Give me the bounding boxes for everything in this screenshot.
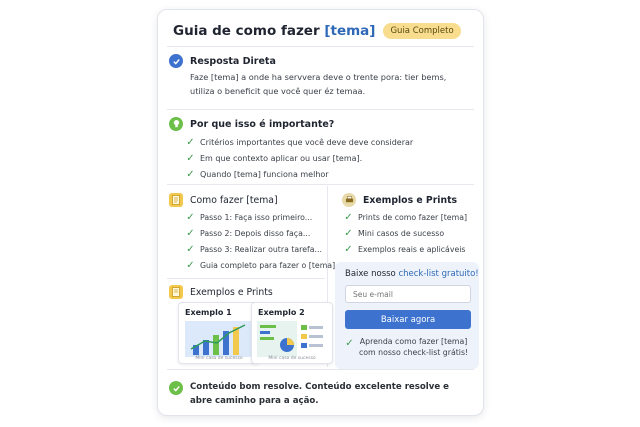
header xyxy=(173,20,630,42)
check-icon: ✓ xyxy=(186,227,195,239)
list-item: ✓ Passo 1: Faça isso primeiro... xyxy=(186,211,313,223)
check-icon: ✓ xyxy=(344,243,353,255)
check-icon: ✓ xyxy=(186,259,195,271)
importante-list xyxy=(186,134,413,182)
check-circle-icon xyxy=(169,54,183,68)
list-item: ✓ Quando [tema] funciona melhor xyxy=(186,168,329,180)
check-circle-icon xyxy=(169,381,183,395)
checklist-link[interactable]: check-list gratuito! xyxy=(398,269,479,279)
como-fazer-list xyxy=(186,209,335,273)
check-icon: ✓ xyxy=(186,136,195,148)
resposta-text: Faze [tema] a onde ha servvera deve o trente pora: tier bems, utiliza o beneficit que você quer éz temaa. xyxy=(190,72,447,96)
cta-note: ✓ Aprenda como fazer [tema] com nosso check-list grátis! xyxy=(345,337,469,357)
divider xyxy=(167,109,474,110)
section-resposta-title: Resposta Direta xyxy=(169,54,276,68)
example-thumb-1[interactable] xyxy=(178,302,260,364)
list-item: ✓ Passo 2: Depois disso faça... xyxy=(186,227,311,239)
cta-title: Baixe nosso check-list gratuito! xyxy=(345,269,479,279)
divider xyxy=(167,278,325,279)
example-caption: Mini caso de sucesso xyxy=(195,356,243,361)
divider xyxy=(167,369,474,370)
list-item: ✓ Em que contexto aplicar ou usar [tema]. xyxy=(186,152,363,164)
divider xyxy=(167,46,474,47)
example-thumb-2[interactable] xyxy=(251,302,333,364)
dashboard-illustration xyxy=(257,321,327,357)
list-item: ✓ Critérios importantes que você deve deve considerar xyxy=(186,136,414,148)
growth-chart-illustration xyxy=(185,321,255,357)
list-item: ✓ Mini casos de sucesso xyxy=(344,227,445,239)
section-importante-title: Por que isso é importante? xyxy=(169,117,334,131)
guide-badge: Guia Completo xyxy=(383,23,460,39)
printer-icon xyxy=(342,193,356,207)
check-icon: ✓ xyxy=(186,168,195,180)
list-item: ✓ Guia completo para fazer o [tema] xyxy=(186,259,336,271)
section-exemplos-right-title: Exemplos e Prints xyxy=(342,193,457,207)
check-icon: ✓ xyxy=(186,211,195,223)
footer xyxy=(169,380,626,408)
list-item: ✓ Exemplos reais e aplicáveis xyxy=(344,243,466,255)
document-icon xyxy=(169,285,183,299)
example-caption: Mini caso de sucesso xyxy=(268,356,316,361)
divider xyxy=(167,184,474,185)
lightbulb-icon xyxy=(169,117,183,131)
check-icon: ✓ xyxy=(344,211,353,223)
check-icon: ✓ xyxy=(344,227,353,239)
checklist-cta xyxy=(335,262,479,369)
check-icon: ✓ xyxy=(186,152,195,164)
list-item: ✓ Passo 3: Realizar outra tarefa... xyxy=(186,243,322,255)
section-como-fazer-title: Como fazer [tema] xyxy=(169,193,278,207)
example-title: Exemplo 2 xyxy=(258,308,305,317)
download-button[interactable]: Baixar agora xyxy=(345,310,471,329)
example-title: Exemplo 1 xyxy=(185,308,232,317)
check-icon: ✓ xyxy=(186,243,195,255)
email-input[interactable] xyxy=(345,285,471,303)
list-item: ✓ Prints de como fazer [tema] xyxy=(344,211,468,223)
page-title: Guia de como fazer [tema] xyxy=(173,23,376,39)
document-icon xyxy=(169,193,183,207)
title-highlight: [tema] xyxy=(324,23,376,39)
section-exemplos-left-title: Exemplos e Prints xyxy=(169,285,273,299)
exemplos-right-list xyxy=(344,209,467,257)
check-icon: ✓ xyxy=(345,338,354,349)
footer-text: Conteúdo bom resolve. Conteúdo excelente resolve e abre caminho para a ação. xyxy=(190,382,449,406)
